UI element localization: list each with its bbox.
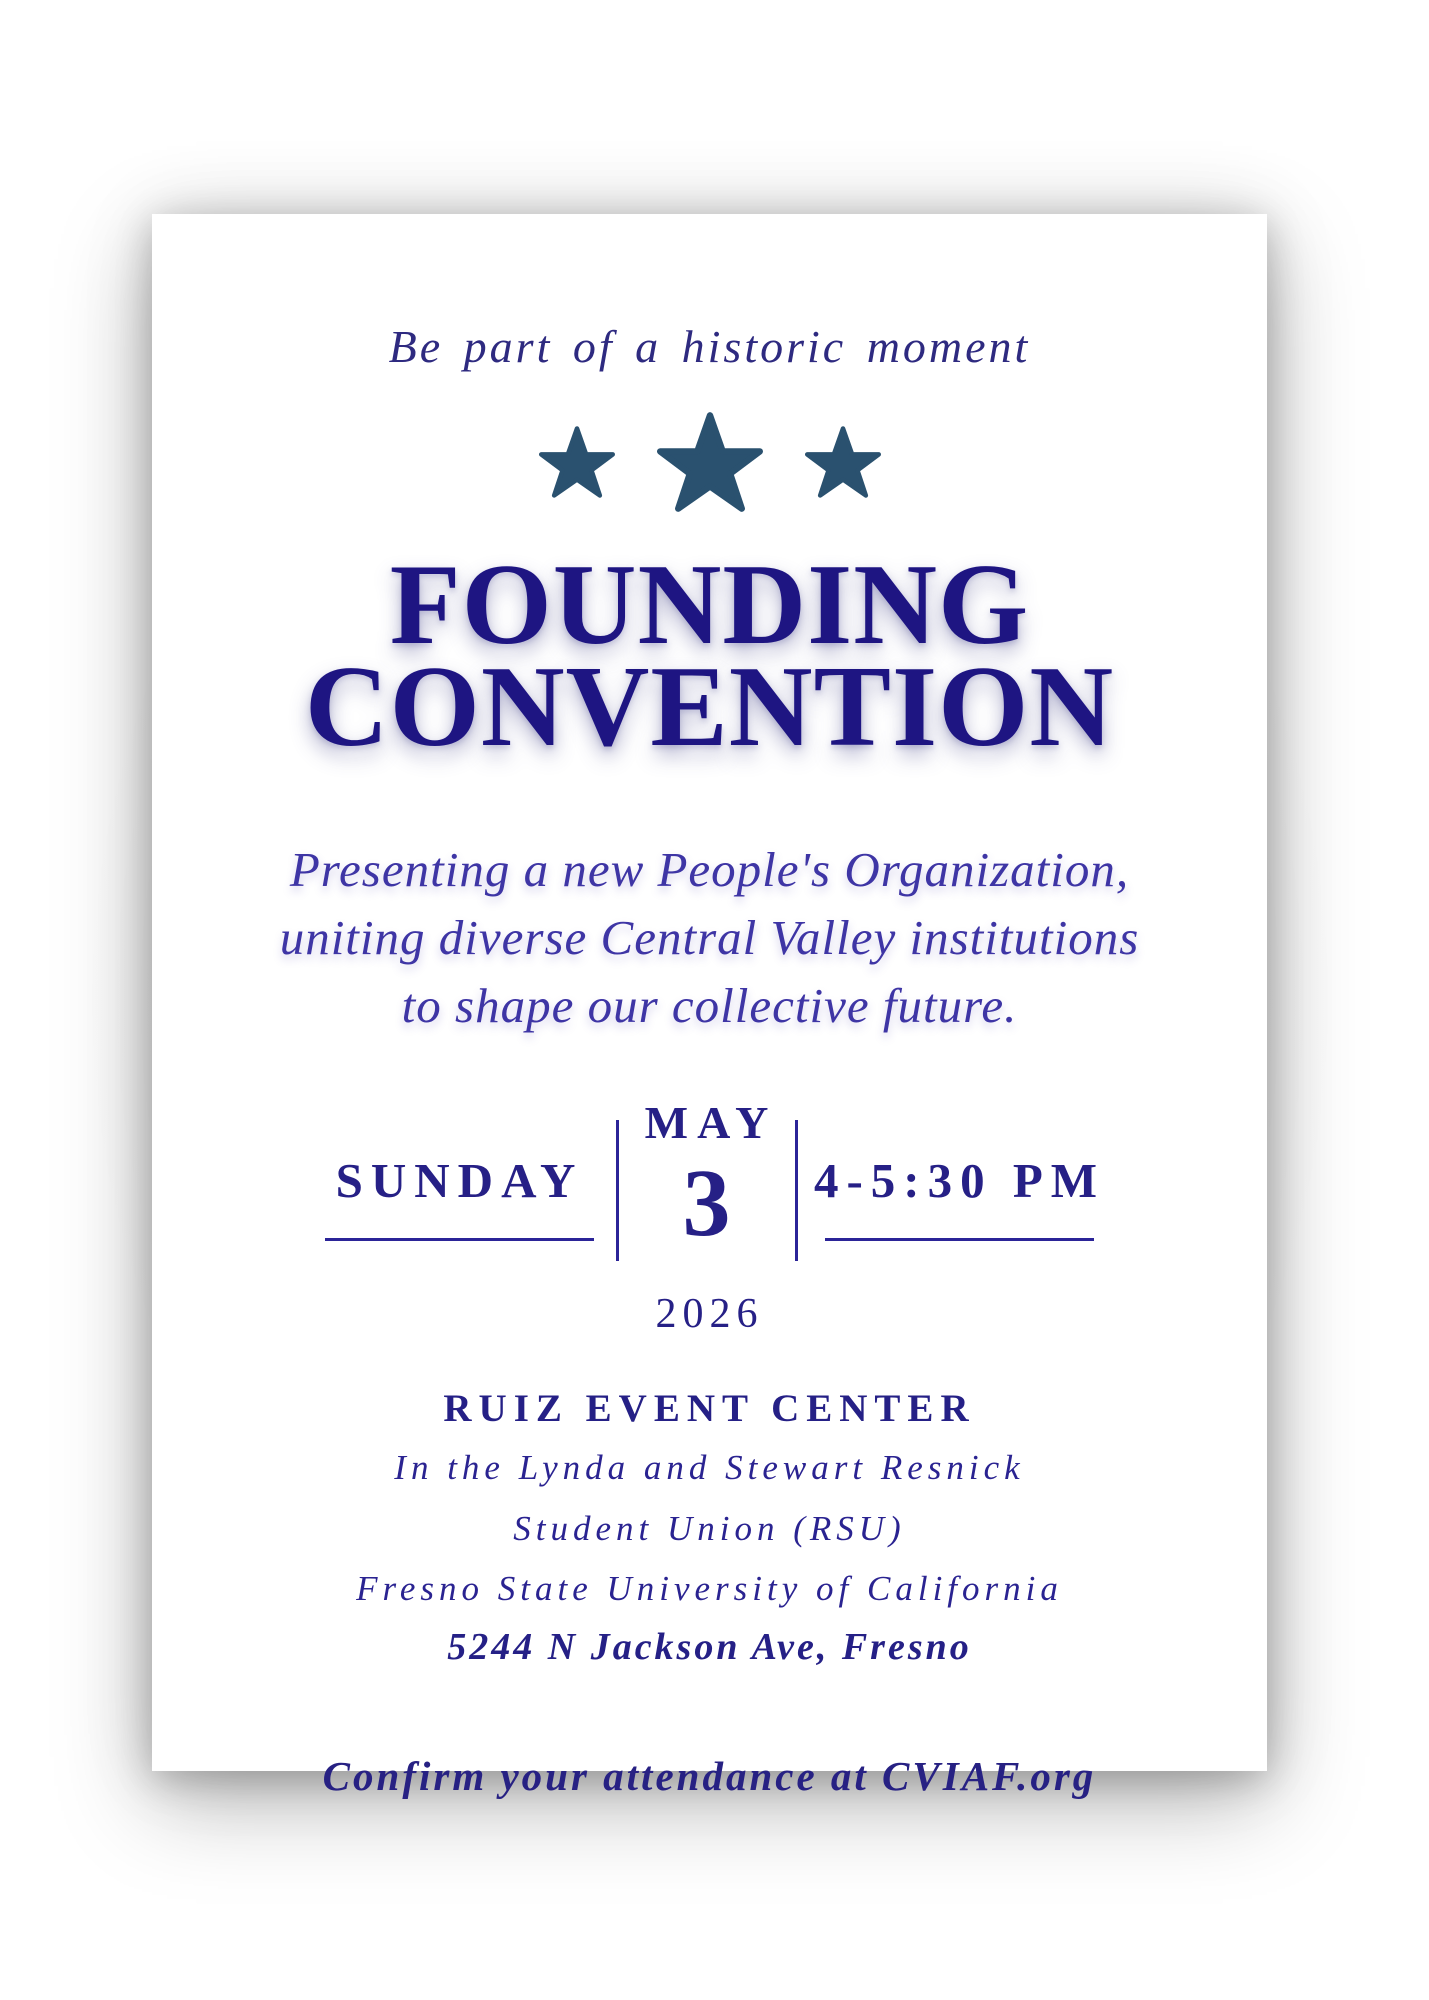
year-label: 2026 [655,1291,764,1338]
vertical-divider-right [795,1120,798,1261]
description-line: Presenting a new People's Organization, [289,842,1130,898]
star-icon [805,424,881,500]
event-title [304,541,1115,772]
description-line: to shape our collective future. [401,978,1018,1034]
event-title-line2: CONVENTION [304,643,1115,772]
schedule-block [316,1097,1106,1338]
venue-name: RUIZ EVENT CENTER [443,1387,976,1431]
star-icon [539,424,615,500]
schedule-day-column [316,1100,604,1241]
venue-building-line2: Student Union (RSU) [513,1508,906,1548]
flyer-card [152,214,1267,1799]
rsvp-cta-text: Confirm your attendance at CVIAF.org [322,1752,1097,1799]
star-icon [657,409,763,515]
event-title-line1: FOUNDING [389,541,1030,669]
day-of-week-label: SUNDAY [335,1153,584,1209]
schedule-time-column [813,1100,1106,1241]
schedule-date-column [619,1097,795,1338]
stars-row [539,412,881,512]
event-description [280,836,1140,1040]
time-label: 4-5:30 PM [813,1153,1106,1209]
month-label: MAY [644,1097,778,1149]
venue-block [356,1389,1063,1666]
tagline-text: Be part of a historic moment [388,321,1031,372]
day-number: 3 [682,1149,731,1257]
venue-building-line1: In the Lynda and Stewart Resnick [394,1448,1025,1488]
venue-street-address: 5244 N Jackson Ave, Fresno [447,1625,972,1668]
time-underline [825,1238,1094,1241]
day-underline [325,1238,594,1241]
description-line: uniting diverse Central Valley institutions [279,910,1140,966]
venue-university: Fresno State University of California [356,1569,1063,1609]
